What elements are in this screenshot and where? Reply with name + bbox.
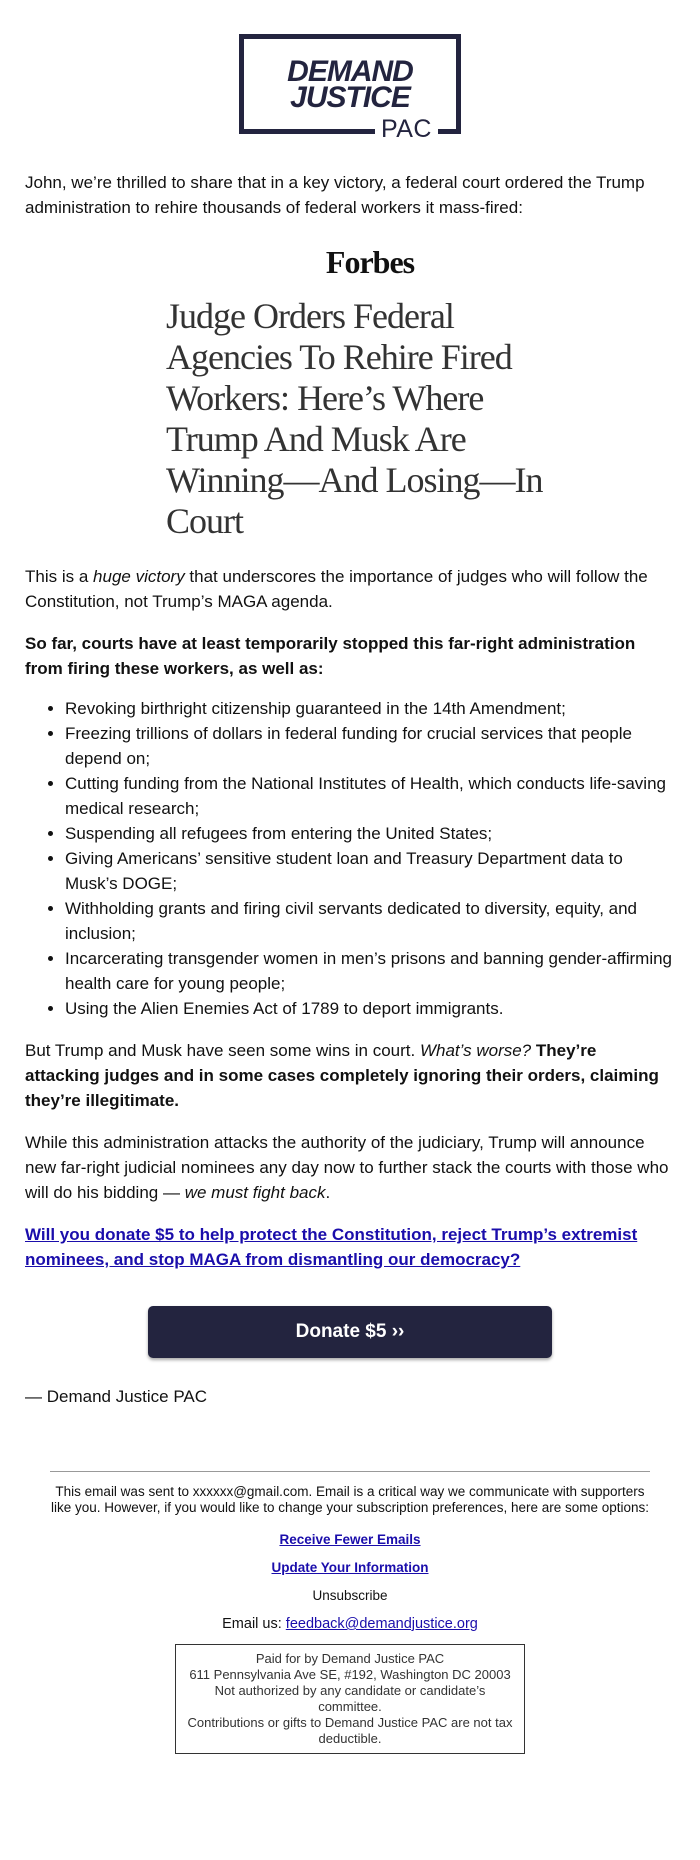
wins-bold: They’re attacking judges and in some cases completely ignoring their orders, claiming they’re illegitimate. — [25, 1041, 659, 1110]
list-item: • Giving Americans’ sensitive student loan and Treasury Department data to Musk’s DOGE; — [65, 846, 675, 896]
wins-italic: What’s worse? — [419, 1041, 532, 1060]
footer-sent-text: This email was sent to xxxxxx@gmail.com. Email is a critical way we communicate with supporters like you. However, if you would like to change your subscription preferences, here are some options: — [50, 1484, 650, 1515]
donate-5-button[interactable]: Donate $5 ›› — [148, 1306, 552, 1358]
forbes-article-clip[interactable] — [25, 242, 675, 542]
list-item: • Freezing trillions of dollars in federal funding for crucial services that people depend on; — [65, 721, 675, 771]
logo-line-2: JUSTICE — [290, 81, 410, 114]
logo-wrap — [25, 0, 675, 143]
huge-victory-after: that underscores the importance of judges who will follow the Constitution, not Trump’s MAGA agenda. — [25, 567, 648, 611]
while-italic: we must fight back — [184, 1183, 326, 1202]
email-footer — [25, 1471, 675, 1754]
list-item: • Suspending all refugees from entering the United States; — [65, 821, 675, 846]
update-information-link[interactable]: Update Your Information — [271, 1560, 429, 1575]
list-item: • Withholding grants and firing civil servants dedicated to diversity, equity, and inclusion; — [65, 896, 675, 946]
donate-button-wrap — [25, 1306, 675, 1358]
wins-before: But Trump and Musk have seen some wins in court. — [25, 1041, 420, 1060]
paid-line: Not authorized by any candidate or candidate’s committee. — [214, 1683, 486, 1714]
list-item: • Incarcerating transgender women in men’s prisons and banning gender-affirming health care for young people; — [65, 946, 675, 996]
footer-divider — [50, 1471, 650, 1472]
forbes-headline: Judge Orders Federal Agencies To Rehire Fired Workers: Here’s Where Trump And Musk Are Winning—And Losing—In Court — [166, 296, 543, 541]
list-item: • Revoking birthright citizenship guaranteed in the 14th Amendment; — [65, 696, 675, 721]
forbes-logo: Forbes — [325, 244, 415, 280]
demand-justice-pac-logo[interactable] — [239, 34, 461, 143]
blocked-actions-list — [25, 696, 675, 1021]
email-us-label: Email us: — [222, 1616, 286, 1632]
email-us-line — [50, 1616, 650, 1632]
while-paragraph — [25, 1130, 675, 1205]
logo-pac: PAC — [375, 115, 438, 143]
paid-line: Paid for by Demand Justice PAC — [255, 1651, 445, 1666]
so-far-paragraph: So far, courts have at least temporarily stopped this far-right administration from firing these workers, as well as: — [25, 634, 636, 678]
unsubscribe-link[interactable]: Unsubscribe — [312, 1588, 388, 1603]
while-before: While this administration attacks the authority of the judiciary, Trump will announce new far-right judicial nominees any day now to further stack the courts with those who will do his bidding — — [25, 1133, 669, 1202]
paid-line: 611 Pennsylvania Ave SE, #192, Washington DC 20003 — [189, 1667, 511, 1682]
logo-line-1: DEMAND — [287, 55, 413, 88]
huge-victory-paragraph — [25, 564, 675, 614]
list-item: • Using the Alien Enemies Act of 1789 to deport immigrants. — [65, 996, 675, 1021]
while-after: . — [325, 1183, 331, 1202]
huge-victory-before: This is a — [25, 567, 94, 586]
receive-fewer-emails-link[interactable]: Receive Fewer Emails — [279, 1532, 421, 1547]
list-item: • Cutting funding from the National Institutes of Health, which conducts life-saving medical research; — [65, 771, 675, 821]
paid-for-disclaimer — [175, 1644, 525, 1754]
signoff: — Demand Justice PAC — [25, 1387, 208, 1406]
wins-paragraph — [25, 1038, 675, 1113]
intro-paragraph: John, we’re thrilled to share that in a key victory, a federal court ordered the Trump administration to rehire thousands of federal workers it mass-fired: — [25, 173, 645, 217]
paid-line: Contributions or gifts to Demand Justice PAC are not tax deductible. — [187, 1715, 513, 1746]
huge-victory-emphasis: huge victory — [93, 567, 185, 586]
donate-cta-link[interactable]: Will you donate $5 to help protect the Constitution, reject Trump’s extremist nominees, and stop MAGA from dismantling our democracy? — [25, 1225, 638, 1269]
feedback-email-link[interactable]: feedback@demandjustice.org — [285, 1616, 478, 1632]
